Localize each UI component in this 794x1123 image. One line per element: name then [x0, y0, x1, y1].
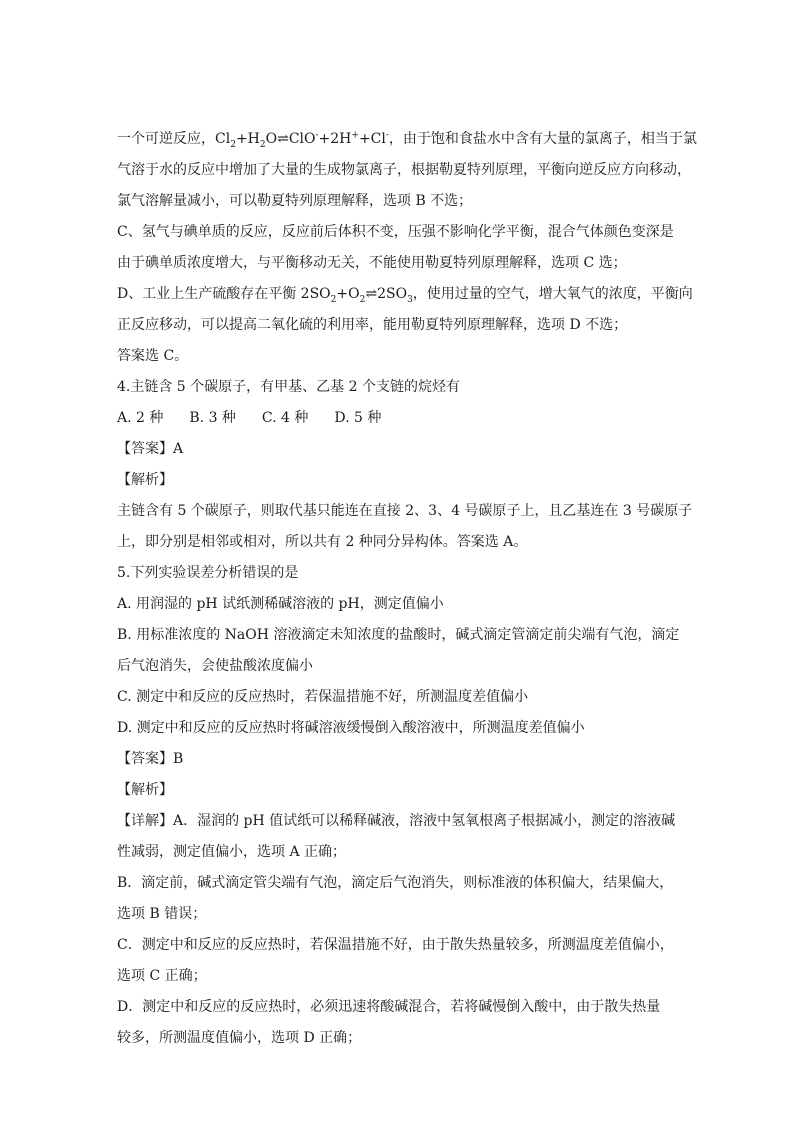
q5-analysis-label: 【解析】	[117, 782, 173, 798]
q5-detail-line-3: B．滴定前，碱式滴定管尖端有气泡，滴定后气泡消失，则标准液的体积偏大，结果偏大，	[117, 875, 674, 891]
q3-analysis-line-5: 由于碘单质浓度增大，与平衡移动无关，不能使用勒夏特列原理解释，选项 C 选；	[117, 255, 627, 271]
q3-analysis-line-4: C、氢气与碘单质的反应，反应前后体积不变，压强不影响化学平衡，混合气体颜色变深是	[117, 224, 674, 240]
q5-option-b-line-2: 后气泡消失，会使盐酸浓度偏小	[117, 658, 313, 674]
q4-option-c: C. 4 种	[261, 410, 309, 426]
q4-option-d: D. 5 种	[334, 410, 382, 426]
q5-detail-line-6: 选项 C 正确；	[117, 968, 207, 984]
q4-analysis-label: 【解析】	[117, 472, 173, 488]
q5-detail-line-2: 性减弱，测定值偏小，选项 A 正确；	[117, 844, 347, 860]
q5-detail-line-5: C．测定中和反应的反应热时，若保温措施不好，由于散失热量较多，所测温度差值偏小，	[117, 937, 674, 953]
q3-analysis-line-2: 气溶于水的反应中增加了大量的生成物氯离子，根据勒夏特列原理，平衡向逆反应方向移动，	[117, 162, 691, 178]
q4-analysis-line-2: 上，即分别是相邻或相对，所以共有 2 种同分异构体。答案选 A。	[117, 534, 528, 550]
q5-stem: 5.下列实验误差分析错误的是	[117, 565, 299, 581]
q5-detail-line-4: 选项 B 错误；	[117, 906, 207, 922]
q4-option-a: A. 2 种	[117, 410, 164, 426]
q5-answer: 【答案】B	[117, 751, 184, 767]
q5-option-b-line-1: B. 用标准浓度的 NaOH 溶液滴定未知浓度的盐酸时，碱式滴定管滴定前尖端有气泡，滴定	[117, 627, 680, 643]
q5-detail-line-1: 【详解】A．湿润的 pH 值试纸可以稀释碱液，溶液中氢氧根离子根据减小，测定的溶液碱	[117, 813, 676, 829]
q5-detail-line-7: D．测定中和反应的反应热时，必须迅速将酸碱混合，若将碱慢倒入酸中，由于散失热量	[117, 999, 661, 1015]
q4-stem: 4.主链含 5 个碳原子，有甲基、乙基 2 个支链的烷烃有	[117, 379, 460, 395]
q3-analysis-line-7: 正反应移动，可以提高二氧化硫的利用率，能用勒夏特列原理解释，选项 D 不选；	[117, 317, 628, 333]
q4-option-b: B. 3 种	[189, 410, 236, 426]
q4-options	[117, 409, 407, 427]
q5-option-d: D. 测定中和反应的反应热时将碱溶液缓慢倒入酸溶液中，所测温度差值偏小	[117, 720, 585, 736]
q3-analysis-line-6: D、工业上生产硫酸存在平衡 $2SO_2+O_2\rightleftharpoons 2SO_3$，使用过量的空气，增大氧气的浓度，平衡向	[117, 286, 693, 305]
q5-option-a: A. 用润湿的 pH 试纸测稀碱溶液的 pH，测定值偏小	[117, 596, 444, 612]
q5-detail-line-8: 较多，所测温度值偏小，选项 D 正确；	[117, 1030, 362, 1046]
q3-analysis-line-1: 一个可逆反应，$Cl_2+H_2O\rightleftharpoons ClO^-+2H^++Cl^-$，由于饱和食盐水中含有大量的氯离子，相当于氯	[117, 130, 697, 150]
q5-option-c: C. 测定中和反应的反应热时，若保温措施不好，所测温度差值偏小	[117, 689, 529, 705]
q3-analysis-line-3: 氯气溶解量减小，可以勒夏特列原理解释，选项 B 不选；	[117, 193, 473, 209]
q4-analysis-line-1: 主链含有 5 个碳原子，则取代基只能连在直接 2、3、4 号碳原子上，且乙基连在 3 号碳原子	[117, 503, 693, 519]
q4-answer: 【答案】A	[117, 441, 184, 457]
q3-conclusion: 答案选 C。	[117, 348, 189, 364]
